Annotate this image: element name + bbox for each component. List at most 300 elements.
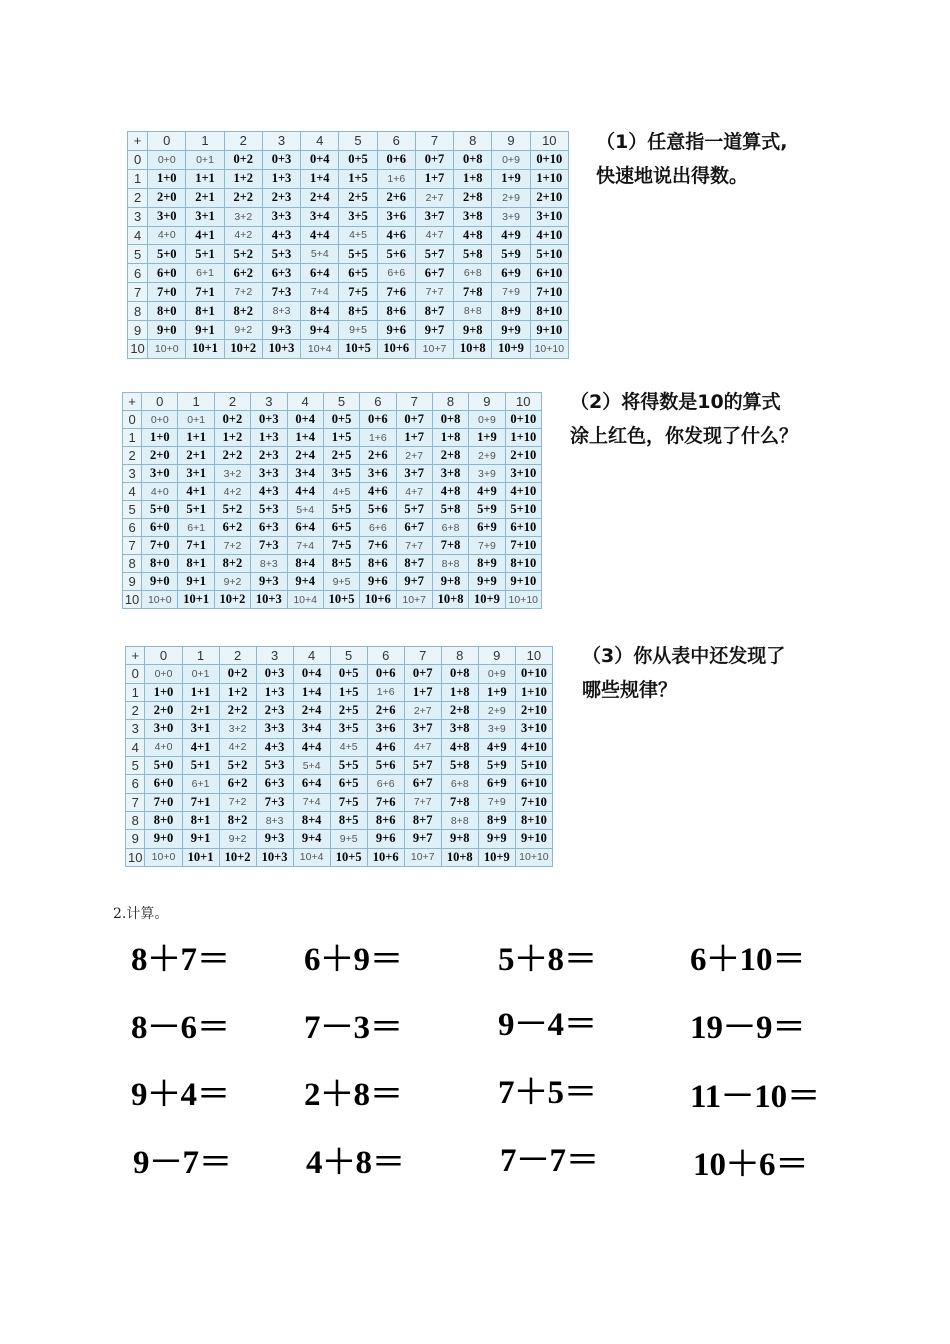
table-cell: 10+3	[262, 339, 300, 358]
table-cell: 9+0	[145, 830, 182, 848]
table-cell: 6+5	[323, 519, 359, 537]
table-cell: 1+4	[287, 429, 323, 447]
table-cell: 9+5	[323, 573, 359, 591]
table-cell: 8+8	[454, 302, 492, 321]
table-cell: 2+0	[142, 447, 178, 465]
table-cell: 2+3	[256, 701, 293, 719]
table-cell: 7+10	[515, 793, 552, 811]
table-cell: 10+4	[293, 848, 330, 866]
table-cell: 8+4	[293, 811, 330, 829]
table-cell: 8+8	[432, 555, 468, 573]
table-row	[128, 207, 569, 226]
table-cell: 5+1	[182, 756, 219, 774]
table-cell: 3+2	[214, 465, 250, 483]
table-cell: 9+9	[492, 321, 530, 340]
table-cell: 10+5	[339, 339, 377, 358]
table-cell: 8+6	[367, 811, 404, 829]
table-row	[126, 701, 553, 719]
table-cell: 2+9	[492, 188, 530, 207]
table-cell: 4+4	[293, 738, 330, 756]
table-cell: 7+9	[492, 283, 530, 302]
column-header: 2	[224, 132, 262, 151]
column-header: 0	[145, 647, 182, 665]
table-cell: 10+6	[360, 591, 396, 609]
table-cell: 4+2	[219, 738, 256, 756]
table-cell: 2+7	[404, 701, 441, 719]
calc-expression: 6＋10＝	[690, 942, 806, 978]
table-cell: 7+7	[404, 793, 441, 811]
calc-expression: 11－10＝	[690, 1079, 821, 1115]
table-row	[128, 339, 569, 358]
table-cell: 2+4	[293, 701, 330, 719]
calc-expression: 9－7＝	[133, 1145, 232, 1181]
table-cell: 7+2	[224, 283, 262, 302]
table-cell: 3+0	[142, 465, 178, 483]
table-row	[123, 429, 542, 447]
table-cell: 10+8	[441, 848, 478, 866]
table-cell: 0+8	[441, 665, 478, 683]
row-header: 7	[123, 537, 142, 555]
table-cell: 0+1	[186, 150, 224, 169]
table-cell: 1+3	[256, 683, 293, 701]
table-cell: 8+5	[339, 302, 377, 321]
table-row	[126, 830, 553, 848]
table-cell: 7+3	[256, 793, 293, 811]
table-cell: 8+0	[142, 555, 178, 573]
table-cell: 3+6	[377, 207, 415, 226]
table-cell: 1+10	[515, 683, 552, 701]
table-cell: 2+4	[301, 188, 339, 207]
row-header: 4	[126, 738, 145, 756]
table-cell: 0+8	[432, 411, 468, 429]
table-cell: 7+10	[530, 283, 568, 302]
table-cell: 8+0	[148, 302, 186, 321]
row-header: 0	[128, 150, 148, 169]
row-header: 1	[126, 683, 145, 701]
table-cell: 3+7	[404, 720, 441, 738]
row-header: 3	[126, 720, 145, 738]
table-cell: 7+5	[339, 283, 377, 302]
table-cell: 1+3	[251, 429, 287, 447]
table-cell: 1+7	[404, 683, 441, 701]
table-cell: 6+1	[178, 519, 214, 537]
row-header: 8	[123, 555, 142, 573]
question-1	[596, 125, 787, 193]
table-cell: 6+2	[224, 264, 262, 283]
table-cell: 2+9	[478, 701, 515, 719]
table-cell: 1+8	[432, 429, 468, 447]
table-cell: 9+1	[186, 321, 224, 340]
table-cell: 6+6	[360, 519, 396, 537]
table-cell: 9+10	[530, 321, 568, 340]
table-cell: 6+0	[148, 264, 186, 283]
table-cell: 3+4	[293, 720, 330, 738]
column-header: 0	[148, 132, 186, 151]
table-cell: 3+6	[360, 465, 396, 483]
table-row	[128, 150, 569, 169]
table-cell: 10+10	[505, 591, 541, 609]
table-cell: 8+7	[415, 302, 453, 321]
row-header: 0	[123, 411, 142, 429]
table-cell: 0+1	[182, 665, 219, 683]
table-cell: 5+6	[367, 756, 404, 774]
table-cell: 6+6	[377, 264, 415, 283]
table-cell: 3+5	[330, 720, 367, 738]
table-cell: 2+2	[214, 447, 250, 465]
table-cell: 1+6	[367, 683, 404, 701]
table-cell: 6+9	[469, 519, 505, 537]
table-cell: 5+7	[415, 245, 453, 264]
table-cell: 10+7	[396, 591, 432, 609]
table-cell: 2+6	[367, 701, 404, 719]
table-row	[128, 226, 569, 245]
table-cell: 9+1	[178, 573, 214, 591]
table-cell: 7+2	[214, 537, 250, 555]
row-header: 9	[123, 573, 142, 591]
table-cell: 10+7	[404, 848, 441, 866]
table-cell: 3+7	[415, 207, 453, 226]
table-cell: 1+0	[145, 683, 182, 701]
table-cell: 5+10	[515, 756, 552, 774]
table-cell: 2+5	[323, 447, 359, 465]
table-cell: 10+1	[182, 848, 219, 866]
table-cell: 0+8	[454, 150, 492, 169]
table-cell: 6+4	[287, 519, 323, 537]
table-cell: 5+2	[214, 501, 250, 519]
table-cell: 4+7	[396, 483, 432, 501]
table-row	[123, 483, 542, 501]
table-cell: 4+2	[224, 226, 262, 245]
table-cell: 4+10	[530, 226, 568, 245]
table-cell: 9+8	[441, 830, 478, 848]
table-cell: 0+10	[505, 411, 541, 429]
table-cell: 2+8	[454, 188, 492, 207]
calc-expression: 9＋4＝	[131, 1077, 230, 1113]
table-cell: 9+1	[182, 830, 219, 848]
table-cell: 6+8	[432, 519, 468, 537]
table-cell: 5+2	[224, 245, 262, 264]
table-cell: 10+6	[367, 848, 404, 866]
table-cell: 9+2	[214, 573, 250, 591]
table-row	[126, 811, 553, 829]
column-header: 10	[505, 393, 541, 411]
table-cell: 10+4	[301, 339, 339, 358]
table-row	[126, 848, 553, 866]
table-cell: 10+8	[432, 591, 468, 609]
table-cell: 1+1	[186, 169, 224, 188]
table-cell: 4+7	[404, 738, 441, 756]
table-cell: 10+9	[478, 848, 515, 866]
table-cell: 7+1	[186, 283, 224, 302]
table-cell: 0+9	[478, 665, 515, 683]
table-cell: 3+9	[469, 465, 505, 483]
table-cell: 0+7	[396, 411, 432, 429]
table-cell: 10+3	[256, 848, 293, 866]
row-header: 6	[126, 775, 145, 793]
row-header: 0	[126, 665, 145, 683]
table-cell: 1+9	[469, 429, 505, 447]
table-cell: 4+5	[323, 483, 359, 501]
table-cell: 7+6	[360, 537, 396, 555]
table-cell: 1+2	[219, 683, 256, 701]
table-cell: 4+10	[505, 483, 541, 501]
row-header: 3	[128, 207, 148, 226]
row-header: 2	[126, 701, 145, 719]
table-cell: 6+8	[441, 775, 478, 793]
table-cell: 3+3	[256, 720, 293, 738]
table-row	[126, 720, 553, 738]
table-cell: 8+3	[262, 302, 300, 321]
row-header: 6	[123, 519, 142, 537]
table-cell: 0+10	[530, 150, 568, 169]
table-cell: 8+7	[396, 555, 432, 573]
addition-table-1	[127, 131, 569, 359]
column-header: 4	[301, 132, 339, 151]
row-header: 4	[123, 483, 142, 501]
table-cell: 3+10	[530, 207, 568, 226]
table-cell: 10+0	[142, 591, 178, 609]
table-cell: 5+10	[530, 245, 568, 264]
table-cell: 10+5	[330, 848, 367, 866]
table-cell: 4+3	[251, 483, 287, 501]
column-header: +	[123, 393, 142, 411]
table-row	[123, 411, 542, 429]
table-cell: 2+0	[145, 701, 182, 719]
table-row	[123, 555, 542, 573]
table-cell: 7+4	[301, 283, 339, 302]
table-cell: 8+3	[251, 555, 287, 573]
table-row	[128, 169, 569, 188]
table-cell: 7+1	[178, 537, 214, 555]
table-cell: 7+0	[145, 793, 182, 811]
question-3-line-2: 哪些规律？	[582, 679, 678, 701]
table-cell: 9+10	[505, 573, 541, 591]
table-cell: 8+6	[377, 302, 415, 321]
table-cell: 5+3	[256, 756, 293, 774]
table-cell: 10+2	[219, 848, 256, 866]
table-cell: 8+9	[469, 555, 505, 573]
table-cell: 2+5	[330, 701, 367, 719]
table-cell: 9+10	[515, 830, 552, 848]
calc-expression: 8－6＝	[131, 1010, 230, 1046]
table-cell: 5+1	[186, 245, 224, 264]
table-cell: 4+2	[214, 483, 250, 501]
table-cell: 6+4	[301, 264, 339, 283]
table-cell: 6+10	[505, 519, 541, 537]
table-cell: 8+6	[360, 555, 396, 573]
table-row	[123, 501, 542, 519]
row-header: 4	[128, 226, 148, 245]
table-cell: 7+9	[469, 537, 505, 555]
table-cell: 1+6	[377, 169, 415, 188]
table-cell: 3+1	[186, 207, 224, 226]
table-cell: 7+0	[148, 283, 186, 302]
table-cell: 6+1	[182, 775, 219, 793]
table-cell: 2+0	[148, 188, 186, 207]
column-header: 4	[293, 647, 330, 665]
table-row	[128, 283, 569, 302]
table-row	[123, 573, 542, 591]
question-3-line-1: （3）你从表中还发现了	[582, 645, 786, 667]
table-cell: 9+8	[432, 573, 468, 591]
table-cell: 2+7	[396, 447, 432, 465]
calc-expression: 4＋8＝	[306, 1145, 405, 1181]
table-cell: 0+5	[323, 411, 359, 429]
table-cell: 1+2	[214, 429, 250, 447]
table-cell: 7+8	[432, 537, 468, 555]
table-cell: 1+0	[142, 429, 178, 447]
table-cell: 0+7	[415, 150, 453, 169]
table-cell: 0+6	[367, 665, 404, 683]
table-cell: 9+9	[478, 830, 515, 848]
row-header: 9	[128, 321, 148, 340]
addition-table-3	[125, 646, 553, 867]
row-header: 5	[128, 245, 148, 264]
section-title: 2.计算。	[113, 906, 169, 922]
table-cell: 7+8	[441, 793, 478, 811]
column-header: 7	[404, 647, 441, 665]
table-cell: 5+8	[454, 245, 492, 264]
table-cell: 8+1	[186, 302, 224, 321]
table-cell: 8+10	[515, 811, 552, 829]
table-cell: 8+5	[330, 811, 367, 829]
table-cell: 7+10	[505, 537, 541, 555]
table-cell: 9+6	[377, 321, 415, 340]
table-cell: 4+0	[145, 738, 182, 756]
table-cell: 1+1	[182, 683, 219, 701]
table-cell: 10+9	[492, 339, 530, 358]
table-cell: 10+2	[224, 339, 262, 358]
row-header: 2	[128, 188, 148, 207]
table-cell: 1+6	[360, 429, 396, 447]
table-cell: 2+10	[505, 447, 541, 465]
table-cell: 3+7	[396, 465, 432, 483]
table-cell: 5+7	[404, 756, 441, 774]
table-cell: 0+10	[515, 665, 552, 683]
table-cell: 10+6	[377, 339, 415, 358]
calc-expression: 9－4＝	[498, 1007, 597, 1043]
table-cell: 0+4	[287, 411, 323, 429]
column-header: 8	[441, 647, 478, 665]
table-cell: 1+9	[478, 683, 515, 701]
table-row	[128, 321, 569, 340]
table-cell: 1+8	[454, 169, 492, 188]
table-cell: 3+10	[505, 465, 541, 483]
table-cell: 2+10	[530, 188, 568, 207]
table-cell: 4+3	[256, 738, 293, 756]
table-cell: 4+4	[301, 226, 339, 245]
calc-expression: 7－7＝	[500, 1143, 599, 1179]
calc-expression: 5＋8＝	[498, 942, 597, 978]
question-2-line-2: 涂上红色，你发现了什么？	[570, 425, 799, 447]
table-cell: 10+9	[469, 591, 505, 609]
row-header: 7	[126, 793, 145, 811]
table-cell: 9+3	[256, 830, 293, 848]
table-cell: 3+2	[224, 207, 262, 226]
table-cell: 1+5	[330, 683, 367, 701]
table-cell: 5+4	[293, 756, 330, 774]
column-header: 3	[251, 393, 287, 411]
question-2	[570, 385, 798, 453]
row-header: 10	[123, 591, 142, 609]
table-cell: 9+9	[469, 573, 505, 591]
column-header: 2	[214, 393, 250, 411]
table-cell: 10+3	[251, 591, 287, 609]
table-cell: 6+7	[404, 775, 441, 793]
table-header-row	[126, 647, 553, 665]
table-row	[123, 591, 542, 609]
table-cell: 8+2	[214, 555, 250, 573]
table-cell: 10+5	[323, 591, 359, 609]
column-header: 4	[287, 393, 323, 411]
table-cell: 6+10	[530, 264, 568, 283]
table-cell: 1+0	[148, 169, 186, 188]
column-header: 5	[330, 647, 367, 665]
table-cell: 5+6	[377, 245, 415, 264]
table-cell: 10+1	[178, 591, 214, 609]
table-cell: 7+3	[251, 537, 287, 555]
table-cell: 0+0	[145, 665, 182, 683]
table-cell: 4+0	[148, 226, 186, 245]
row-header: 9	[126, 830, 145, 848]
table-row	[123, 537, 542, 555]
table-cell: 0+5	[339, 150, 377, 169]
column-header: 6	[377, 132, 415, 151]
table-row	[128, 188, 569, 207]
row-header: 10	[126, 848, 145, 866]
table-cell: 4+1	[186, 226, 224, 245]
table-cell: 6+2	[219, 775, 256, 793]
table-cell: 1+10	[505, 429, 541, 447]
table-cell: 2+1	[182, 701, 219, 719]
row-header: 1	[123, 429, 142, 447]
column-header: 6	[367, 647, 404, 665]
question-1-line-2: 快速地说出得数。	[596, 165, 749, 187]
column-header: 9	[478, 647, 515, 665]
table-cell: 5+8	[432, 501, 468, 519]
table-cell: 4+1	[182, 738, 219, 756]
table-cell: 3+5	[323, 465, 359, 483]
table-cell: 2+3	[251, 447, 287, 465]
table-cell: 0+7	[404, 665, 441, 683]
table-cell: 4+6	[360, 483, 396, 501]
table-cell: 9+6	[360, 573, 396, 591]
table-cell: 8+10	[505, 555, 541, 573]
table-cell: 10+2	[214, 591, 250, 609]
column-header: 3	[256, 647, 293, 665]
table-cell: 6+2	[214, 519, 250, 537]
table-cell: 8+0	[145, 811, 182, 829]
table-cell: 5+3	[251, 501, 287, 519]
table-cell: 1+7	[396, 429, 432, 447]
calc-expression: 7＋5＝	[498, 1075, 597, 1111]
calc-expression: 6＋9＝	[304, 942, 403, 978]
column-header: 2	[219, 647, 256, 665]
table-cell: 4+1	[178, 483, 214, 501]
table-cell: 5+9	[478, 756, 515, 774]
column-header: 10	[515, 647, 552, 665]
table-cell: 9+3	[262, 321, 300, 340]
table-cell: 6+0	[142, 519, 178, 537]
column-header: 1	[178, 393, 214, 411]
table-cell: 5+6	[360, 501, 396, 519]
table-cell: 3+8	[432, 465, 468, 483]
table-cell: 6+3	[251, 519, 287, 537]
table-cell: 8+9	[478, 811, 515, 829]
table-cell: 0+5	[330, 665, 367, 683]
table-cell: 4+7	[415, 226, 453, 245]
column-header: 7	[415, 132, 453, 151]
